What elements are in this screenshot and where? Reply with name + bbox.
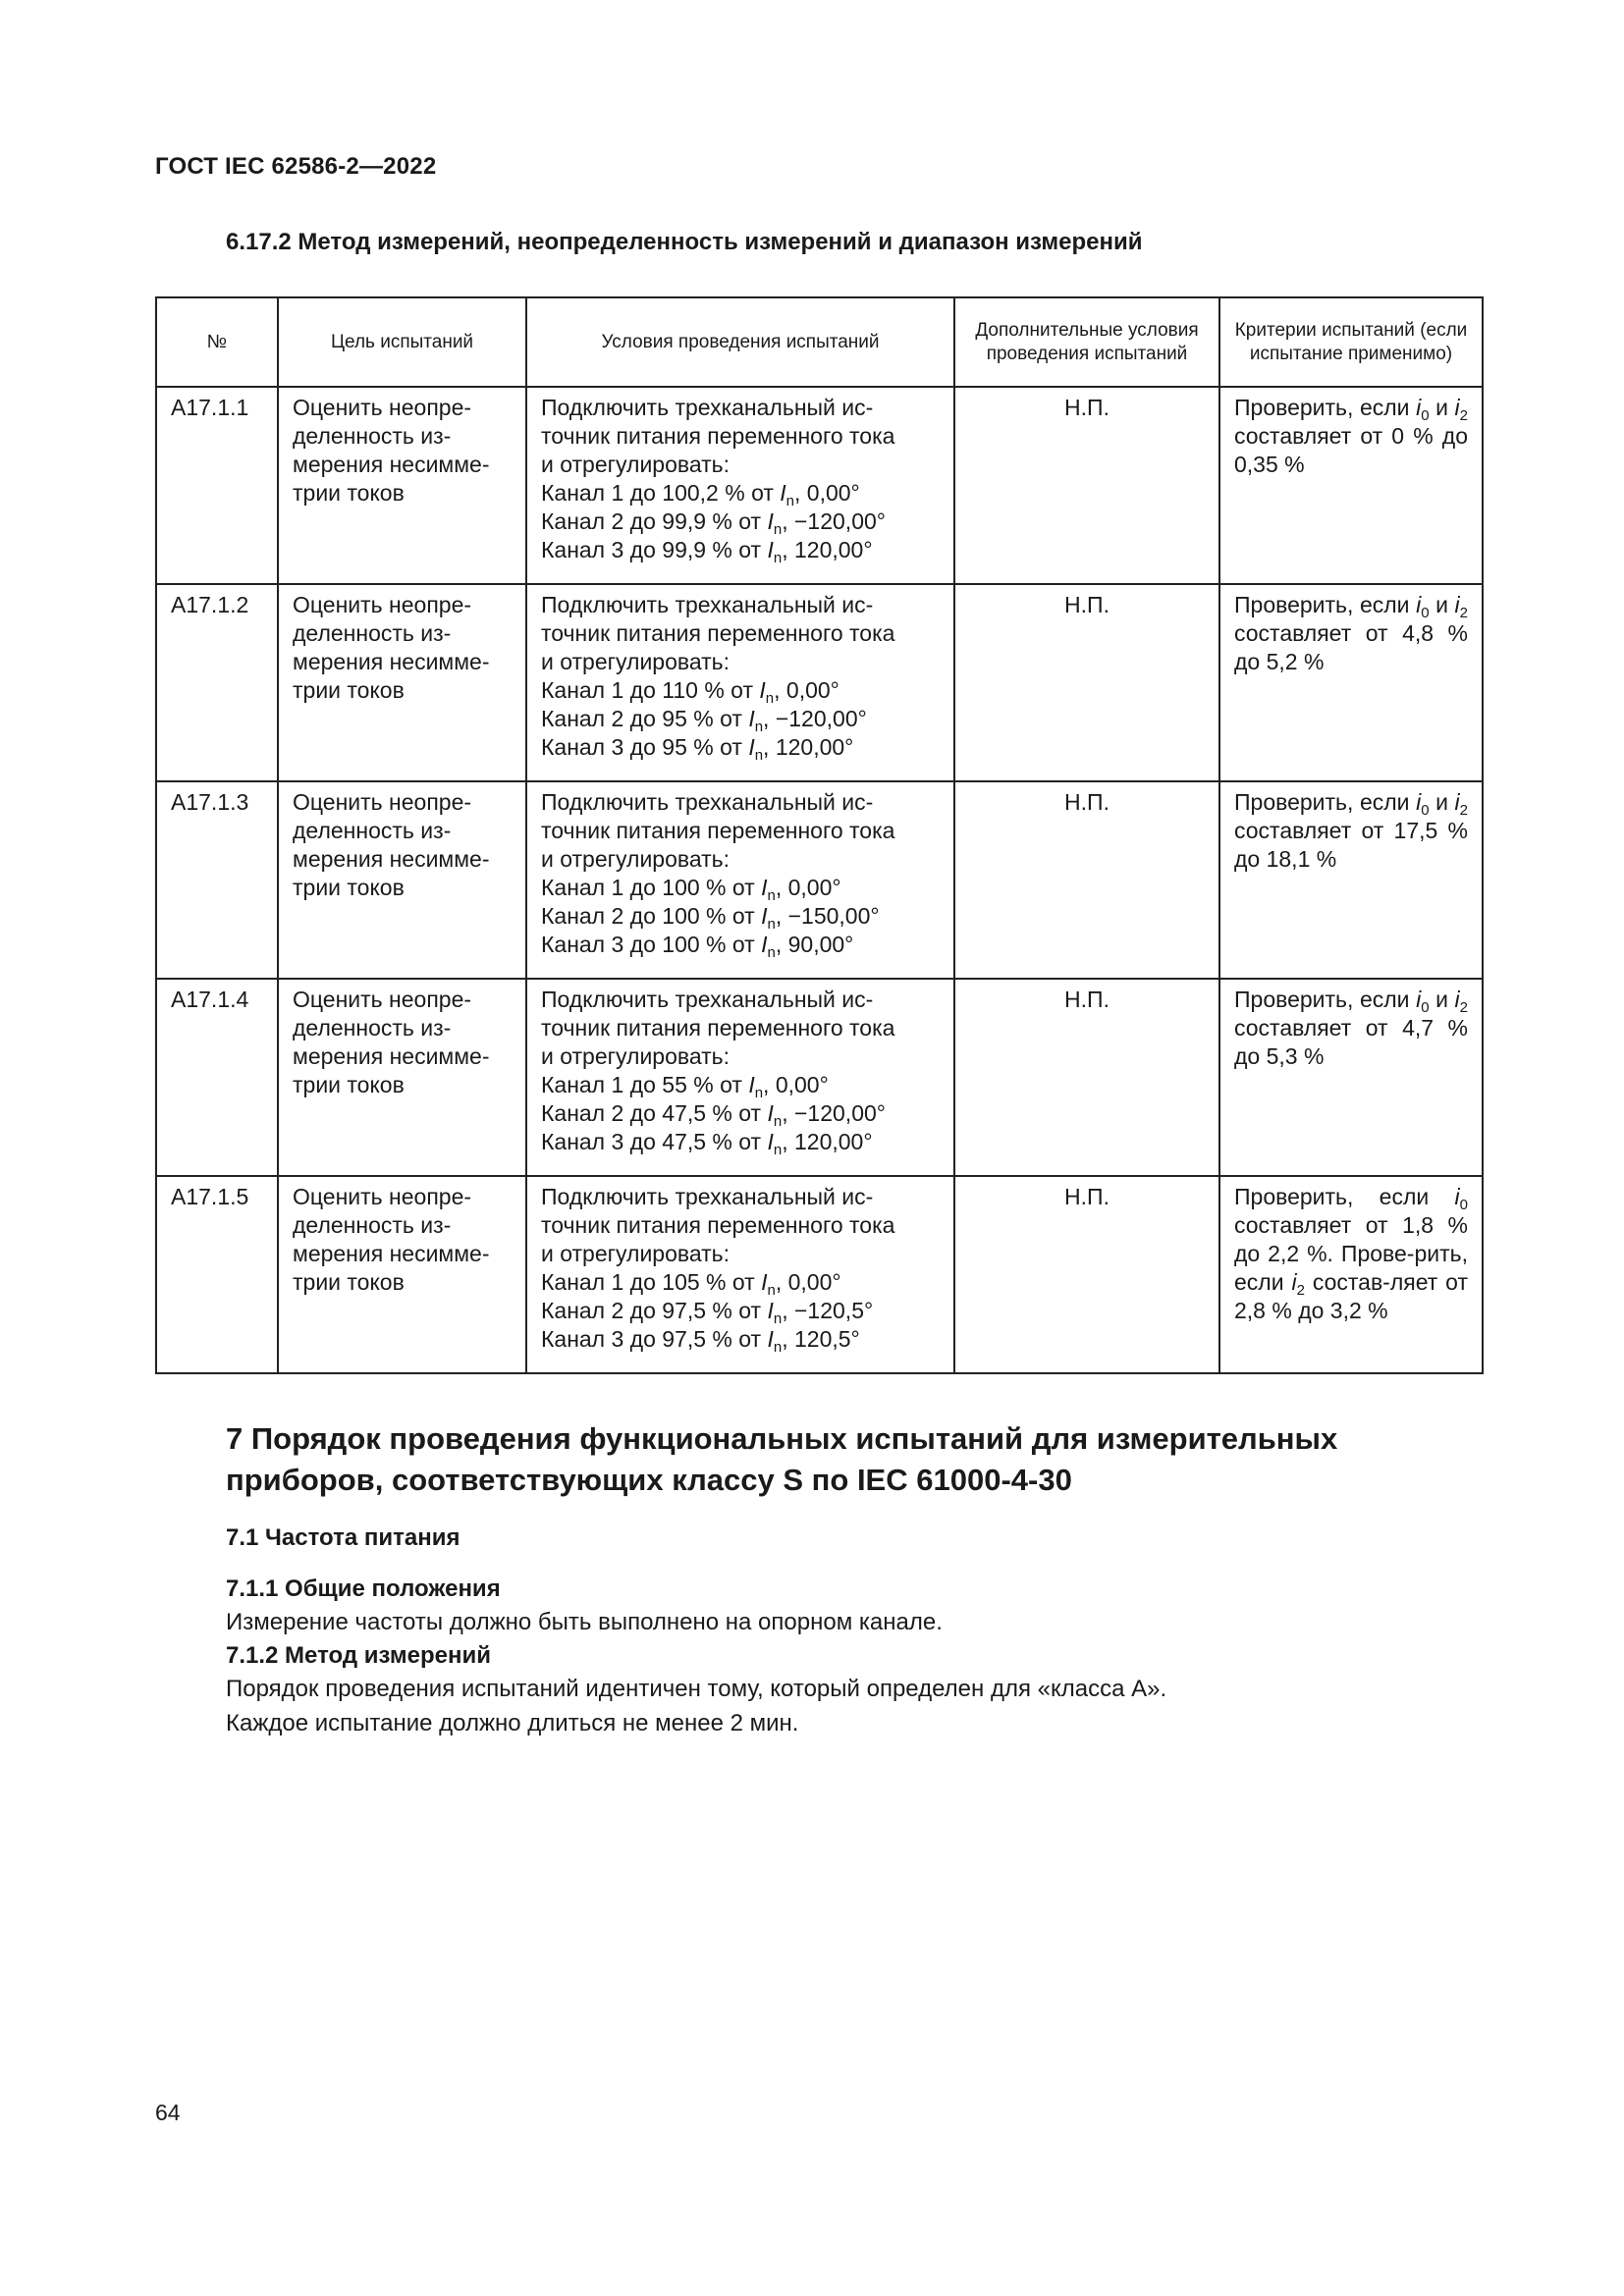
additional-conditions: Н.П. — [954, 781, 1219, 979]
current-symbol-base: I — [767, 508, 774, 534]
i2-symbol-sub: 2 — [1296, 1282, 1305, 1299]
condition-line: и отрегулировать: — [541, 452, 731, 477]
i0-symbol — [1416, 987, 1430, 1016]
current-symbol — [761, 903, 776, 933]
current-symbol-sub: n — [773, 1142, 783, 1158]
test-criteria — [1219, 979, 1483, 1176]
additional-conditions: Н.П. — [954, 387, 1219, 584]
channel-setting — [541, 1099, 940, 1128]
condition-line: точник питания переменного тока — [541, 1015, 895, 1041]
criteria-text: и — [1429, 987, 1455, 1012]
test-criteria — [1219, 781, 1483, 979]
channel-angle: , 120,5° — [782, 1326, 860, 1352]
current-symbol — [767, 1100, 783, 1130]
i2-symbol — [1454, 592, 1468, 621]
channel-angle: , 0,00° — [763, 1072, 829, 1097]
i2-symbol-base: i — [1454, 789, 1460, 815]
i0-symbol-base: i — [1454, 1184, 1460, 1209]
test-conditions — [526, 387, 954, 584]
criteria-text: и — [1429, 789, 1455, 815]
current-symbol — [759, 677, 775, 707]
channel-angle: , 0,00° — [775, 1269, 841, 1295]
channel-text: Канал 1 до 110 % от — [541, 677, 760, 703]
col-header-conditions: Условия проведения испытаний — [526, 297, 954, 387]
i2-symbol-sub: 2 — [1459, 999, 1468, 1016]
condition-line: Подключить трехканальный ис- — [541, 395, 874, 420]
current-symbol — [767, 1298, 783, 1327]
document-code: ГОСТ IEC 62586-2—2022 — [155, 153, 437, 180]
current-symbol-base: I — [767, 537, 774, 562]
section-7-1-title: 7.1 Частота питания — [226, 1524, 460, 1551]
test-goal: Оценить неопре-деленность из-мерения несимме-трии токов — [278, 584, 526, 781]
current-symbol — [767, 1326, 783, 1356]
current-symbol-base: I — [748, 1072, 755, 1097]
channel-angle: , 120,00° — [782, 537, 873, 562]
channel-setting — [541, 676, 940, 705]
section-7-1-2-title: 7.1.2 Метод измерений — [226, 1642, 491, 1669]
test-table — [155, 296, 1484, 1374]
section-7-1-1-title: 7.1.1 Общие положения — [226, 1575, 501, 1602]
criteria-text: Проверить, если — [1234, 592, 1417, 617]
channel-setting — [541, 902, 940, 931]
channel-text: Канал 2 до 95 % от — [541, 706, 749, 731]
condition-line: точник питания переменного тока — [541, 1212, 895, 1238]
condition-line: и отрегулировать: — [541, 649, 731, 674]
current-symbol-sub: n — [773, 550, 783, 566]
i0-symbol-base: i — [1416, 592, 1422, 617]
criteria-text: Проверить, если — [1234, 987, 1417, 1012]
criteria-text: Проверить, если — [1234, 1184, 1455, 1209]
condition-line: Подключить трехканальный ис- — [541, 987, 874, 1012]
channel-angle: , −120,00° — [763, 706, 867, 731]
col-header-goal: Цель испытаний — [278, 297, 526, 387]
test-conditions — [526, 584, 954, 781]
channel-text: Канал 1 до 100,2 % от — [541, 480, 781, 506]
section-title: 6.17.2 Метод измерений, неопределенность измерений и диапазон измерений — [226, 229, 1143, 255]
channel-text: Канал 1 до 105 % от — [541, 1269, 762, 1295]
page-number: 64 — [155, 2100, 181, 2125]
channel-setting — [541, 536, 940, 564]
channel-setting — [541, 1325, 940, 1354]
condition-line: Подключить трехканальный ис- — [541, 789, 874, 815]
channel-angle: , −120,00° — [782, 1100, 886, 1126]
channel-angle: , 120,00° — [763, 734, 854, 760]
condition-line: точник питания переменного тока — [541, 818, 895, 843]
i2-symbol-base: i — [1454, 987, 1460, 1012]
channel-setting — [541, 1128, 940, 1156]
channel-angle: , −120,5° — [782, 1298, 874, 1323]
current-symbol-sub: n — [754, 1085, 764, 1101]
channel-setting — [541, 479, 940, 507]
criteria-text: Проверить, если — [1234, 789, 1417, 815]
channel-text: Канал 1 до 100 % от — [541, 875, 762, 900]
channel-setting — [541, 705, 940, 733]
i0-symbol-sub: 0 — [1421, 407, 1430, 424]
test-number: A17.1.4 — [156, 979, 278, 1176]
table-row — [156, 1176, 1483, 1373]
current-symbol-sub: n — [773, 521, 783, 538]
col-header-number: № — [156, 297, 278, 387]
channel-text: Канал 3 до 100 % от — [541, 932, 762, 957]
channel-angle: , 90,00° — [775, 932, 854, 957]
test-number: A17.1.5 — [156, 1176, 278, 1373]
channel-angle: , −150,00° — [775, 903, 880, 929]
i0-symbol-base: i — [1416, 395, 1422, 420]
test-conditions — [526, 979, 954, 1176]
criteria-text: Проверить, если — [1234, 395, 1417, 420]
table-row — [156, 584, 1483, 781]
i0-symbol — [1416, 592, 1430, 621]
channel-setting — [541, 874, 940, 902]
i0-symbol — [1416, 395, 1430, 424]
condition-line: и отрегулировать: — [541, 1043, 731, 1069]
test-criteria — [1219, 387, 1483, 584]
test-number: A17.1.2 — [156, 584, 278, 781]
channel-setting — [541, 1071, 940, 1099]
i2-symbol-sub: 2 — [1459, 605, 1468, 621]
test-goal: Оценить неопре-деленность из-мерения несимме-трии токов — [278, 979, 526, 1176]
current-symbol-base: I — [761, 903, 768, 929]
i2-symbol — [1454, 789, 1468, 819]
current-symbol-sub: n — [773, 1113, 783, 1130]
condition-line: точник питания переменного тока — [541, 423, 895, 449]
i0-symbol — [1416, 789, 1430, 819]
current-symbol-base: I — [759, 677, 766, 703]
i2-symbol — [1454, 987, 1468, 1016]
section-7-1-2-text-2: Каждое испытание должно длиться не менее 2 мин. — [226, 1710, 799, 1736]
channel-text: Канал 2 до 97,5 % от — [541, 1298, 768, 1323]
test-goal: Оценить неопре-деленность из-мерения несимме-трии токов — [278, 387, 526, 584]
current-symbol-sub: n — [767, 887, 776, 904]
test-goal: Оценить неопре-деленность из-мерения несимме-трии токов — [278, 1176, 526, 1373]
criteria-text: составляет от 4,8 % до 5,2 % — [1234, 620, 1468, 674]
col-header-additional: Дополнительные условия проведения испытаний — [954, 297, 1219, 387]
channel-text: Канал 2 до 47,5 % от — [541, 1100, 768, 1126]
current-symbol-base: I — [761, 932, 768, 957]
condition-line: точник питания переменного тока — [541, 620, 895, 646]
additional-conditions: Н.П. — [954, 584, 1219, 781]
i2-symbol-base: i — [1291, 1269, 1297, 1295]
test-number: A17.1.1 — [156, 387, 278, 584]
criteria-text: составляет от 17,5 % до 18,1 % — [1234, 818, 1468, 872]
current-symbol-base: I — [767, 1129, 774, 1154]
current-symbol — [767, 508, 783, 538]
current-symbol-base: I — [767, 1326, 774, 1352]
test-goal: Оценить неопре-деленность из-мерения несимме-трии токов — [278, 781, 526, 979]
current-symbol — [761, 875, 776, 904]
current-symbol-sub: n — [754, 747, 764, 764]
current-symbol-base: I — [767, 1298, 774, 1323]
current-symbol-sub: n — [767, 944, 776, 961]
table-row — [156, 781, 1483, 979]
table-header-row — [156, 297, 1483, 387]
current-symbol — [748, 734, 764, 764]
current-symbol-base: I — [767, 1100, 774, 1126]
channel-setting — [541, 1268, 940, 1297]
criteria-text: и — [1429, 395, 1455, 420]
col-header-criteria: Критерии испытаний (если испытание применимо) — [1219, 297, 1483, 387]
section-7-1-1-text: Измерение частоты должно быть выполнено на опорном канале. — [226, 1609, 943, 1635]
test-number: A17.1.3 — [156, 781, 278, 979]
current-symbol-sub: n — [767, 1282, 776, 1299]
i0-symbol-sub: 0 — [1421, 802, 1430, 819]
test-criteria — [1219, 584, 1483, 781]
current-symbol — [761, 932, 776, 961]
channel-setting — [541, 1297, 940, 1325]
channel-angle: , 120,00° — [782, 1129, 873, 1154]
current-symbol-sub: n — [773, 1339, 783, 1356]
current-symbol — [761, 1269, 776, 1299]
section-7-1-2-text-1: Порядок проведения испытаний идентичен тому, который определен для «класса А». — [226, 1676, 1167, 1702]
current-symbol-base: I — [748, 734, 755, 760]
current-symbol — [748, 1072, 764, 1101]
current-symbol-base: I — [780, 480, 786, 506]
i2-symbol — [1454, 395, 1468, 424]
current-symbol-base: I — [761, 1269, 768, 1295]
channel-angle: , 0,00° — [775, 875, 841, 900]
current-symbol-sub: n — [767, 916, 776, 933]
current-symbol — [767, 1129, 783, 1158]
additional-conditions: Н.П. — [954, 1176, 1219, 1373]
current-symbol-sub: n — [773, 1310, 783, 1327]
current-symbol — [748, 706, 764, 735]
i0-symbol-sub: 0 — [1459, 1197, 1468, 1213]
condition-line: Подключить трехканальный ис- — [541, 1184, 874, 1209]
i2-symbol-sub: 2 — [1459, 802, 1468, 819]
i2-symbol-sub: 2 — [1459, 407, 1468, 424]
table-row — [156, 979, 1483, 1176]
channel-setting — [541, 733, 940, 762]
channel-angle: , 0,00° — [774, 677, 839, 703]
i2-symbol-base: i — [1454, 395, 1460, 420]
channel-text: Канал 2 до 100 % от — [541, 903, 762, 929]
i0-symbol — [1454, 1184, 1468, 1213]
table-row — [156, 387, 1483, 584]
i0-symbol-base: i — [1416, 987, 1422, 1012]
channel-setting — [541, 931, 940, 959]
i0-symbol-sub: 0 — [1421, 605, 1430, 621]
criteria-text: составляет от 1,8 % до 2,2 %. Прове-рить, если — [1234, 1212, 1468, 1295]
criteria-text: составляет от 4,7 % до 5,3 % — [1234, 1015, 1468, 1069]
channel-setting — [541, 507, 940, 536]
criteria-text: составляет от 0 % до 0,35 % — [1234, 423, 1468, 477]
i2-symbol — [1291, 1269, 1305, 1299]
channel-angle: , 0,00° — [794, 480, 860, 506]
criteria-text: состав-ляет от 2,8 % до 3,2 % — [1234, 1269, 1468, 1323]
test-conditions — [526, 1176, 954, 1373]
current-symbol-sub: n — [785, 493, 795, 509]
channel-text: Канал 1 до 55 % от — [541, 1072, 749, 1097]
chapter-7-title: 7 Порядок проведения функциональных испытаний для измерительных приборов, соответствующих классу S по IEC 61000-4-30 — [226, 1421, 1338, 1497]
current-symbol — [780, 480, 795, 509]
channel-text: Канал 2 до 99,9 % от — [541, 508, 768, 534]
condition-line: и отрегулировать: — [541, 846, 731, 872]
criteria-text: и — [1429, 592, 1455, 617]
channel-text: Канал 3 до 97,5 % от — [541, 1326, 768, 1352]
test-conditions — [526, 781, 954, 979]
current-symbol — [767, 537, 783, 566]
test-criteria — [1219, 1176, 1483, 1373]
current-symbol-base: I — [761, 875, 768, 900]
channel-text: Канал 3 до 47,5 % от — [541, 1129, 768, 1154]
current-symbol-sub: n — [765, 690, 775, 707]
channel-text: Канал 3 до 99,9 % от — [541, 537, 768, 562]
i0-symbol-base: i — [1416, 789, 1422, 815]
i2-symbol-base: i — [1454, 592, 1460, 617]
channel-angle: , −120,00° — [782, 508, 886, 534]
current-symbol-sub: n — [754, 719, 764, 735]
condition-line: Подключить трехканальный ис- — [541, 592, 874, 617]
current-symbol-base: I — [748, 706, 755, 731]
i0-symbol-sub: 0 — [1421, 999, 1430, 1016]
condition-line: и отрегулировать: — [541, 1241, 731, 1266]
additional-conditions: Н.П. — [954, 979, 1219, 1176]
channel-text: Канал 3 до 95 % от — [541, 734, 749, 760]
